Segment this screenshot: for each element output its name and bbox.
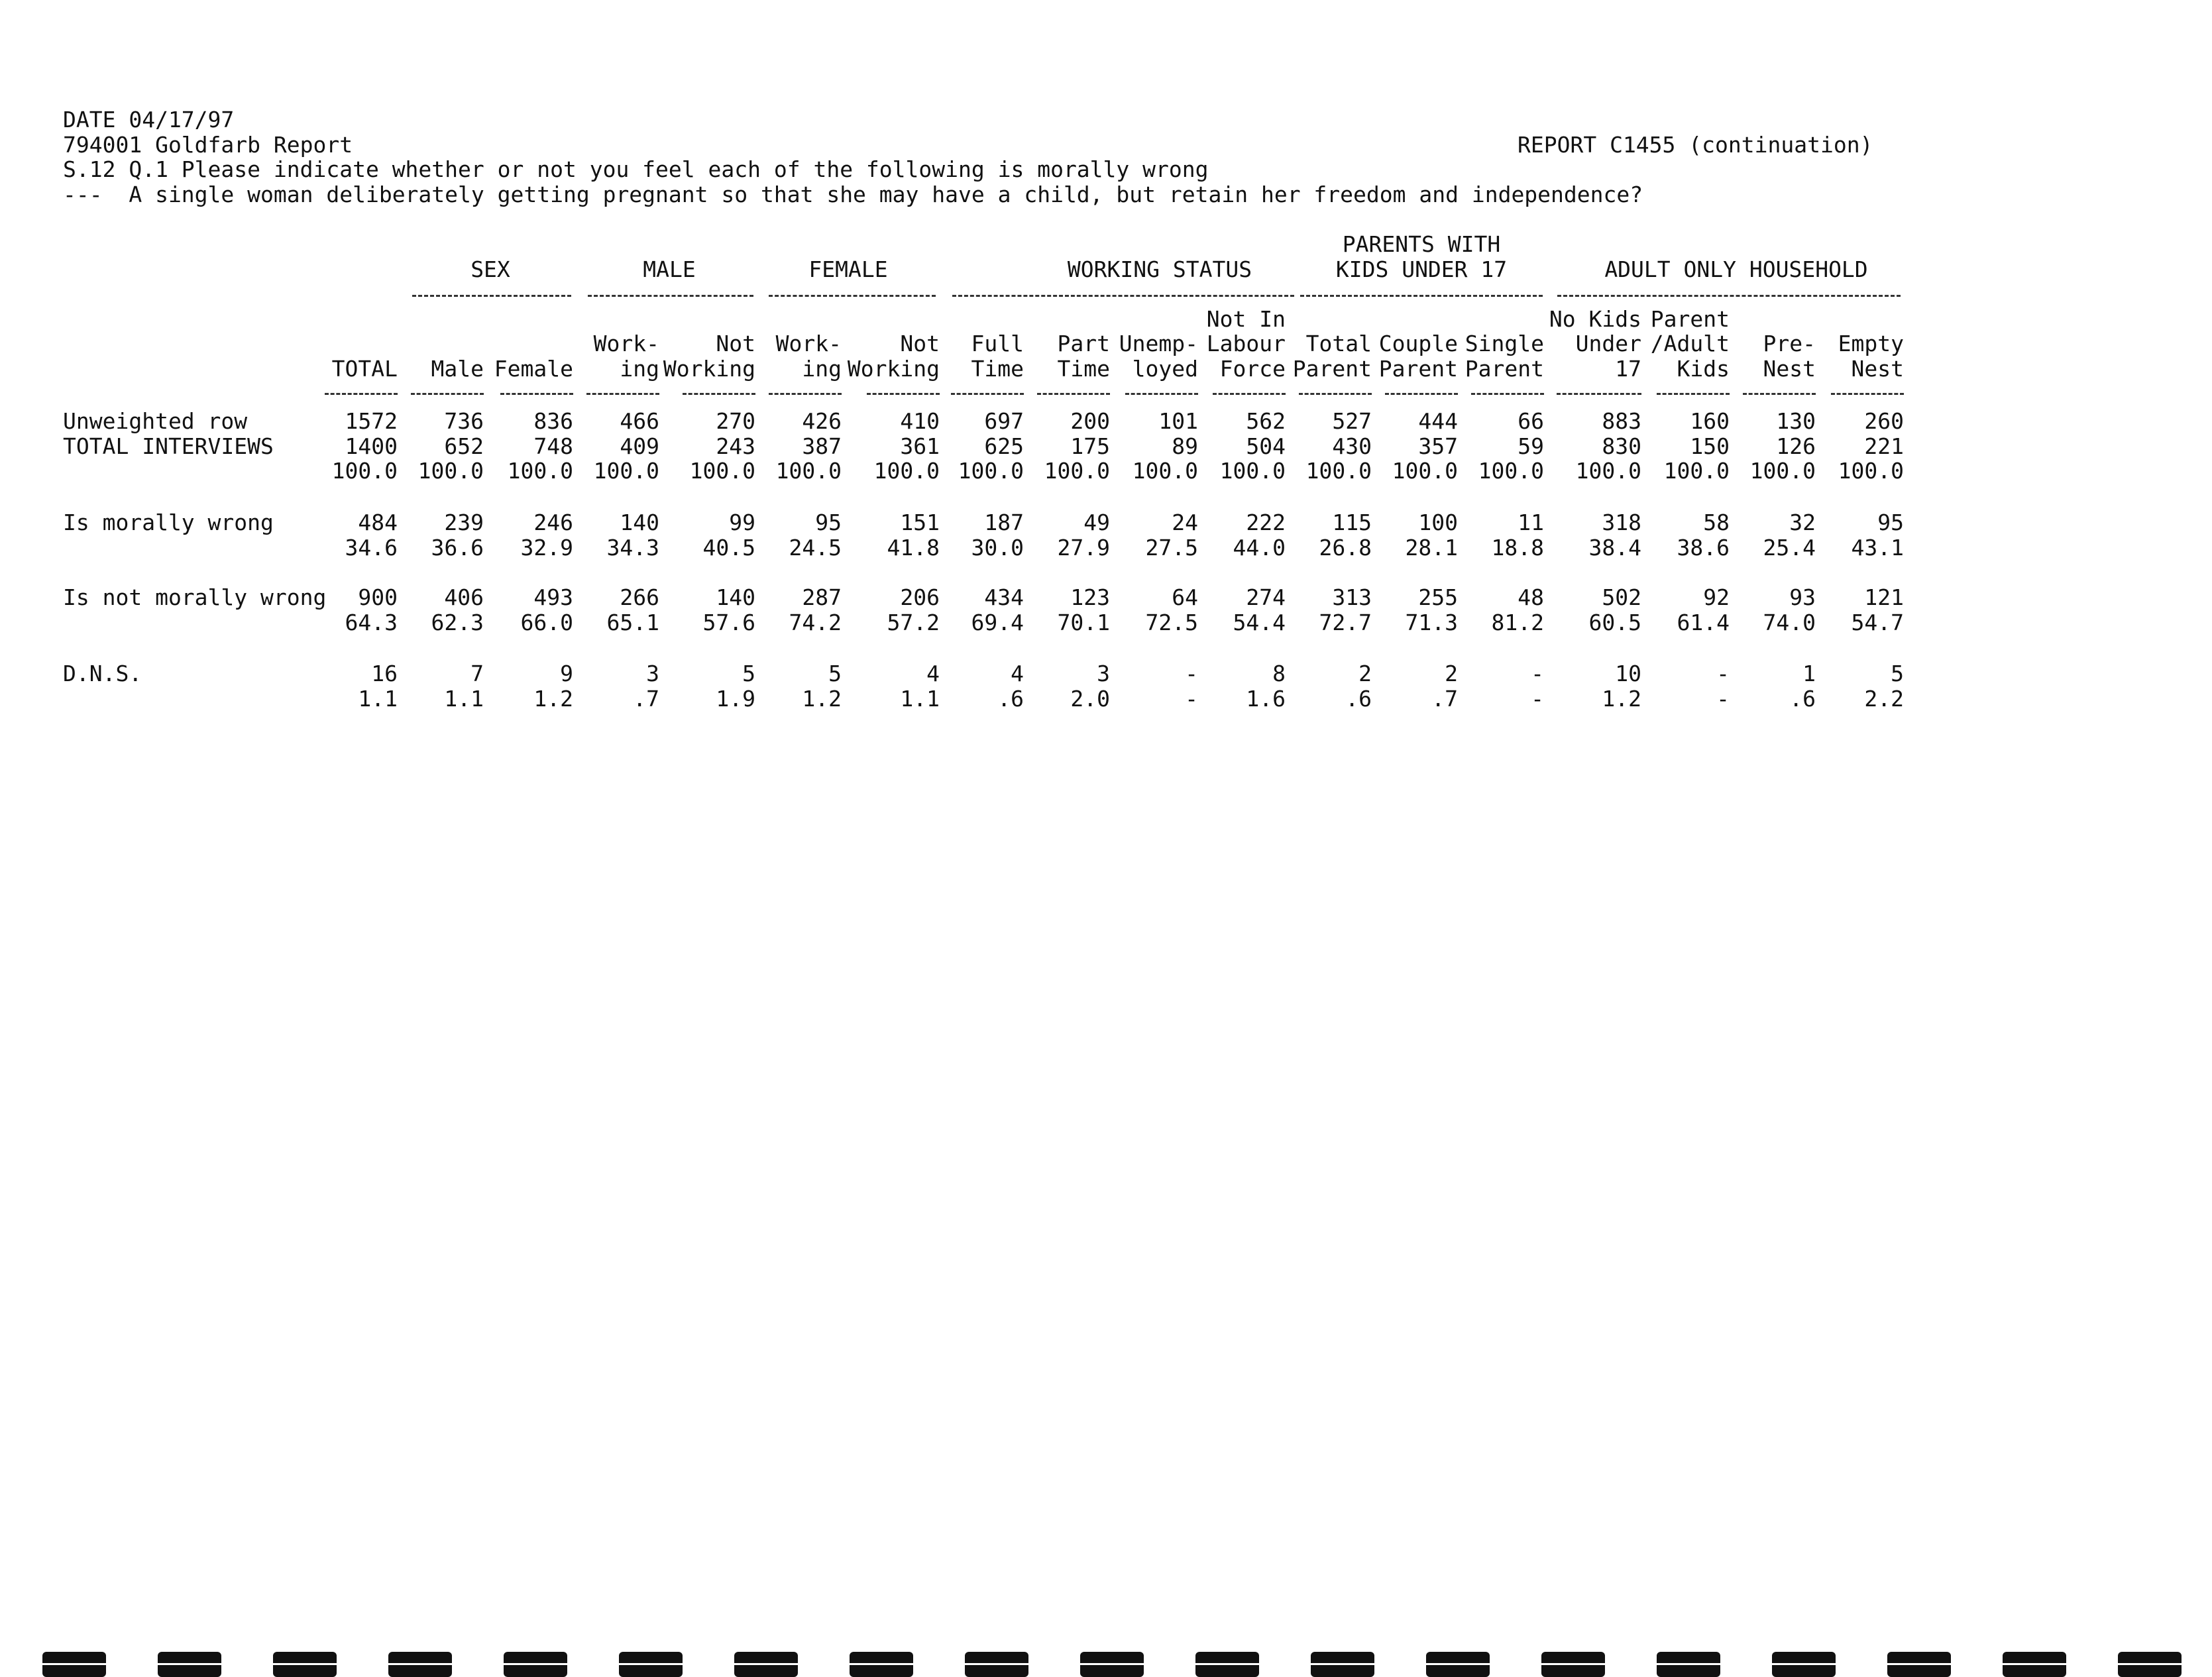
table-cell: 93 (1789, 584, 1816, 610)
report-date: DATE 04/17/97 (63, 107, 235, 133)
table-cell: 99 (729, 510, 755, 535)
table-cell: 836 (533, 408, 573, 434)
table-cell: 26.8 (1319, 535, 1372, 561)
table-cell: 266 (620, 584, 659, 610)
table-cell: 5 (1891, 661, 1904, 686)
column-header: Work- (775, 331, 842, 356)
table-cell: 100.0 (775, 458, 842, 484)
table-cell: 260 (1864, 408, 1904, 434)
table-cell: 410 (900, 408, 940, 434)
table-cell: 222 (1246, 510, 1286, 535)
table-cell: 64.3 (345, 610, 398, 635)
table-cell: 100.0 (689, 458, 755, 484)
table-cell: 430 (1332, 433, 1372, 459)
column-header-underline (1213, 393, 1286, 395)
table-cell: 95 (1877, 510, 1904, 535)
table-cell: 1 (1802, 661, 1816, 686)
table-cell: 36.6 (431, 535, 484, 561)
report-id: REPORT C1455 (continuation) (1518, 132, 1873, 158)
table-cell: 41.8 (887, 535, 940, 561)
perforation-hole (158, 1652, 221, 1677)
table-cell: 1.2 (533, 686, 573, 712)
table-cell: 70.1 (1057, 610, 1110, 635)
perforation-hole (2003, 1652, 2066, 1677)
table-cell: 409 (620, 433, 659, 459)
table-cell: 444 (1418, 408, 1458, 434)
table-cell: 49 (1083, 510, 1110, 535)
column-header: Not (716, 331, 755, 356)
column-header: Nest (1763, 356, 1816, 382)
table-cell: 66.0 (520, 610, 573, 635)
table-cell: 100.0 (958, 458, 1024, 484)
column-header: loyed (1132, 356, 1198, 382)
table-cell: .6 (1345, 686, 1372, 712)
table-cell: 38.4 (1588, 535, 1641, 561)
column-header-underline (1385, 393, 1458, 395)
subquestion-text: --- A single woman deliberately getting pregnant so that she may have a child, but retain her freedom and independence? (63, 182, 1643, 207)
table-cell: 387 (802, 433, 842, 459)
table-cell: 81.2 (1491, 610, 1544, 635)
table-cell: 361 (900, 433, 940, 459)
table-cell: 100.0 (1663, 458, 1730, 484)
table-cell: 100.0 (1838, 458, 1904, 484)
column-header: Nest (1851, 356, 1904, 382)
table-cell: 62.3 (431, 610, 484, 635)
table-cell: 140 (620, 510, 659, 535)
table-cell: 24.5 (789, 535, 842, 561)
column-header-underline (411, 393, 484, 395)
perforation-hole (734, 1652, 798, 1677)
perforation-hole (1426, 1652, 1490, 1677)
table-cell: 43.1 (1851, 535, 1904, 561)
table-cell: 2 (1445, 661, 1458, 686)
table-cell: 2.0 (1070, 686, 1110, 712)
perforation-hole (2118, 1652, 2182, 1677)
table-cell: 100 (1418, 510, 1458, 535)
column-header: ing (802, 356, 842, 382)
table-cell: 66 (1518, 408, 1544, 434)
table-cell: 16 (371, 661, 398, 686)
table-cell: 100.0 (417, 458, 484, 484)
table-cell: 30.0 (971, 535, 1024, 561)
table-cell: 484 (358, 510, 398, 535)
table-cell: 2 (1358, 661, 1372, 686)
group-parents-line2: KIDS UNDER 17 (1335, 256, 1508, 282)
column-header-underline (1657, 393, 1730, 395)
table-cell: 65.1 (606, 610, 659, 635)
table-cell: 830 (1602, 433, 1641, 459)
table-cell: 562 (1246, 408, 1286, 434)
group-adult-only-household: ADULT ONLY HOUSEHOLD (1604, 256, 1868, 282)
table-cell: 126 (1776, 433, 1816, 459)
group-underline-sex (412, 295, 571, 297)
table-cell: 54.4 (1233, 610, 1286, 635)
perforation-hole (42, 1652, 106, 1677)
table-cell: - (1185, 686, 1198, 712)
group-working-status: WORKING STATUS (1067, 256, 1252, 282)
perforation-hole (1195, 1652, 1259, 1677)
group-underline-male (588, 295, 753, 297)
column-header: Male (431, 356, 484, 382)
table-cell: 28.1 (1405, 535, 1458, 561)
table-cell: 1.2 (1602, 686, 1641, 712)
table-cell: - (1716, 661, 1730, 686)
table-cell: 527 (1332, 408, 1372, 434)
table-cell: 3 (646, 661, 659, 686)
table-cell: 1400 (345, 433, 398, 459)
column-header-underline (1125, 393, 1198, 395)
table-cell: 200 (1070, 408, 1110, 434)
table-cell: 1.1 (444, 686, 484, 712)
table-cell: 24 (1172, 510, 1198, 535)
table-cell: 100.0 (1749, 458, 1816, 484)
column-header-underline (1299, 393, 1372, 395)
column-header-underline (1471, 393, 1544, 395)
table-cell: 1572 (345, 408, 398, 434)
table-cell: 92 (1703, 584, 1730, 610)
table-cell: 736 (444, 408, 484, 434)
table-cell: 74.2 (789, 610, 842, 635)
table-cell: 38.6 (1677, 535, 1730, 561)
column-header-underline (1557, 393, 1641, 395)
table-cell: 8 (1272, 661, 1286, 686)
table-cell: .7 (633, 686, 659, 712)
table-cell: .6 (997, 686, 1024, 712)
row-label: D.N.S. (63, 661, 142, 686)
table-cell: 243 (716, 433, 755, 459)
perforation-hole (388, 1652, 452, 1677)
table-cell: 48 (1518, 584, 1544, 610)
table-cell: 151 (900, 510, 940, 535)
column-header: TOTAL (331, 356, 398, 382)
table-cell: 625 (984, 433, 1024, 459)
column-header-underline (1037, 393, 1110, 395)
table-cell: 74.0 (1763, 610, 1816, 635)
column-header-underline (1831, 393, 1904, 395)
table-cell: 175 (1070, 433, 1110, 459)
column-header: Parent (1465, 356, 1544, 382)
table-cell: 434 (984, 584, 1024, 610)
table-cell: - (1185, 661, 1198, 686)
perforation-hole (1080, 1652, 1144, 1677)
group-parents-line1: PARENTS WITH (1342, 231, 1501, 257)
column-header: 17 (1615, 356, 1641, 382)
row-label: Is morally wrong (63, 510, 274, 535)
table-cell: 1.1 (358, 686, 398, 712)
report-name: 794001 Goldfarb Report (63, 132, 353, 158)
perforation-hole (619, 1652, 683, 1677)
table-cell: 44.0 (1233, 535, 1286, 561)
table-cell: 100.0 (1392, 458, 1458, 484)
table-cell: 357 (1418, 433, 1458, 459)
table-cell: 3 (1097, 661, 1110, 686)
column-header: Full (971, 331, 1024, 356)
perforation-hole (504, 1652, 567, 1677)
table-cell: 100.0 (1575, 458, 1641, 484)
table-cell: 140 (716, 584, 755, 610)
column-header: Couple (1378, 331, 1458, 356)
column-header: Working (663, 356, 755, 382)
column-header: Force (1219, 356, 1286, 382)
table-cell: 466 (620, 408, 659, 434)
table-cell: 150 (1690, 433, 1730, 459)
column-header-underline (951, 393, 1024, 395)
column-header: Time (1057, 356, 1110, 382)
column-header-underline (683, 393, 755, 395)
table-cell: 121 (1864, 584, 1904, 610)
table-cell: 69.4 (971, 610, 1024, 635)
column-header: Empty (1838, 331, 1904, 356)
table-cell: 7 (470, 661, 484, 686)
table-cell: 72.5 (1145, 610, 1198, 635)
column-header: Labour (1206, 331, 1286, 356)
group-female: FEMALE (808, 256, 888, 282)
question-text: S.12 Q.1 Please indicate whether or not you feel each of the following is morally wrong (63, 156, 1209, 182)
column-header: Pre- (1763, 331, 1816, 356)
table-cell: 504 (1246, 433, 1286, 459)
table-cell: 748 (533, 433, 573, 459)
table-cell: 10 (1615, 661, 1641, 686)
column-header: /Adult (1650, 331, 1730, 356)
column-header: Work- (593, 331, 659, 356)
column-header-underline (500, 393, 573, 395)
table-cell: 40.5 (702, 535, 755, 561)
table-cell: 493 (533, 584, 573, 610)
table-cell: 32.9 (520, 535, 573, 561)
table-cell: 883 (1602, 408, 1641, 434)
group-underline-adult-only (1557, 295, 1901, 297)
table-cell: 1.2 (802, 686, 842, 712)
table-cell: 61.4 (1677, 610, 1730, 635)
table-cell: 406 (444, 584, 484, 610)
column-header-underline (867, 393, 940, 395)
table-cell: 11 (1518, 510, 1544, 535)
table-cell: 255 (1418, 584, 1458, 610)
column-header: No Kids (1549, 306, 1641, 332)
column-header: Part (1057, 331, 1110, 356)
table-cell: 100.0 (1478, 458, 1544, 484)
perforation-hole (850, 1652, 913, 1677)
table-cell: 318 (1602, 510, 1641, 535)
perforation-hole (965, 1652, 1028, 1677)
table-cell: 221 (1864, 433, 1904, 459)
table-cell: 54.7 (1851, 610, 1904, 635)
table-cell: 115 (1332, 510, 1372, 535)
table-cell: 59 (1518, 433, 1544, 459)
perforation-hole (1772, 1652, 1836, 1677)
table-cell: 502 (1602, 584, 1641, 610)
table-cell: 206 (900, 584, 940, 610)
table-cell: - (1531, 686, 1544, 712)
table-cell: 160 (1690, 408, 1730, 434)
table-cell: 130 (1776, 408, 1816, 434)
column-header: Time (971, 356, 1024, 382)
table-cell: 100.0 (1132, 458, 1198, 484)
column-header-underline (769, 393, 842, 395)
column-header-underline (586, 393, 659, 395)
table-cell: - (1531, 661, 1544, 686)
column-header: Parent (1378, 356, 1458, 382)
table-cell: 101 (1158, 408, 1198, 434)
column-header: Parent (1650, 306, 1730, 332)
table-cell: .7 (1431, 686, 1458, 712)
table-cell: 100.0 (507, 458, 573, 484)
column-header: Parent (1292, 356, 1372, 382)
table-cell: 100.0 (1219, 458, 1286, 484)
table-cell: 57.2 (887, 610, 940, 635)
table-cell: 60.5 (1588, 610, 1641, 635)
table-cell: 100.0 (1305, 458, 1372, 484)
table-cell: 100.0 (1044, 458, 1110, 484)
table-cell: 25.4 (1763, 535, 1816, 561)
table-cell: 239 (444, 510, 484, 535)
row-label: Is not morally wrong (63, 584, 327, 610)
table-cell: 95 (815, 510, 842, 535)
table-cell: 34.6 (345, 535, 398, 561)
group-underline-female (769, 295, 936, 297)
column-header: Single (1465, 331, 1544, 356)
table-cell: 57.6 (702, 610, 755, 635)
column-header: Not (900, 331, 940, 356)
table-cell: .6 (1789, 686, 1816, 712)
table-cell: 71.3 (1405, 610, 1458, 635)
column-header: Working (847, 356, 940, 382)
table-cell: 5 (742, 661, 755, 686)
table-cell: 100.0 (331, 458, 398, 484)
table-cell: 697 (984, 408, 1024, 434)
table-cell: 27.5 (1145, 535, 1198, 561)
table-cell: 426 (802, 408, 842, 434)
table-cell: 274 (1246, 584, 1286, 610)
table-cell: 27.9 (1057, 535, 1110, 561)
table-cell: 2.2 (1864, 686, 1904, 712)
table-cell: 652 (444, 433, 484, 459)
table-cell: 100.0 (873, 458, 940, 484)
table-cell: 187 (984, 510, 1024, 535)
perforation-hole (1657, 1652, 1720, 1677)
table-cell: 313 (1332, 584, 1372, 610)
column-header: Kids (1677, 356, 1730, 382)
table-cell: 32 (1789, 510, 1816, 535)
group-sex: SEX (470, 256, 510, 282)
column-header-underline (1743, 393, 1816, 395)
group-male: MALE (643, 256, 696, 282)
table-cell: 89 (1172, 433, 1198, 459)
table-cell: 900 (358, 584, 398, 610)
group-underline-parents (1300, 295, 1543, 297)
column-header-underline (325, 393, 398, 395)
column-header: Total (1305, 331, 1372, 356)
row-label: TOTAL INTERVIEWS (63, 433, 274, 459)
table-cell: 123 (1070, 584, 1110, 610)
table-cell: 270 (716, 408, 755, 434)
table-cell: 64 (1172, 584, 1198, 610)
table-cell: 9 (560, 661, 573, 686)
table-cell: 100.0 (593, 458, 659, 484)
table-cell: 18.8 (1491, 535, 1544, 561)
group-underline-working-status (952, 295, 1294, 297)
perforation-hole (1541, 1652, 1605, 1677)
table-cell: 5 (828, 661, 842, 686)
table-cell: - (1716, 686, 1730, 712)
row-label: Unweighted row (63, 408, 248, 434)
table-cell: 58 (1703, 510, 1730, 535)
table-cell: 287 (802, 584, 842, 610)
table-cell: 1.6 (1246, 686, 1286, 712)
column-header: Under (1575, 331, 1641, 356)
column-header: Unemp- (1119, 331, 1198, 356)
table-cell: 1.1 (900, 686, 940, 712)
table-cell: 4 (926, 661, 940, 686)
table-cell: 34.3 (606, 535, 659, 561)
table-cell: 72.7 (1319, 610, 1372, 635)
column-header: Not In (1206, 306, 1286, 332)
perforation-hole (1887, 1652, 1951, 1677)
table-cell: 4 (1011, 661, 1024, 686)
perforation-hole (273, 1652, 337, 1677)
perforation-hole (1311, 1652, 1374, 1677)
column-header: ing (620, 356, 659, 382)
table-cell: 1.9 (716, 686, 755, 712)
column-header: Female (494, 356, 573, 382)
table-cell: 246 (533, 510, 573, 535)
